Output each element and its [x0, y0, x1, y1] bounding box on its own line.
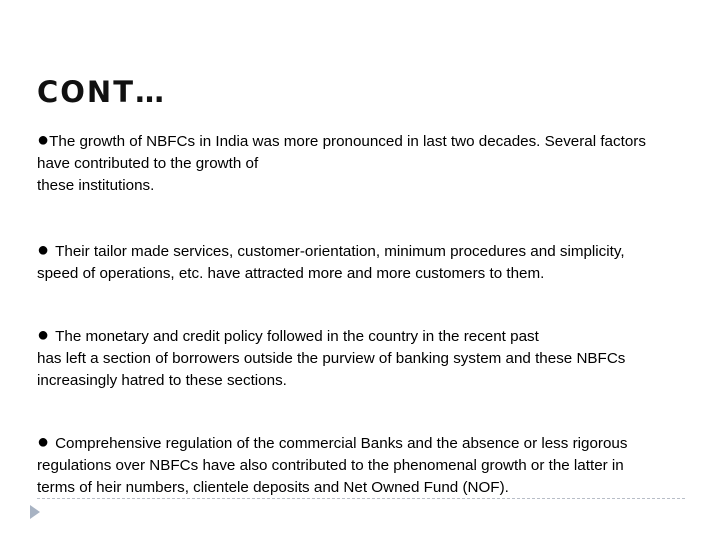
paragraph-line — [37, 326, 625, 348]
bullet-icon: ● — [37, 431, 50, 453]
paragraph-line — [37, 433, 627, 455]
paragraph-text: The monetary and credit policy followed in the country in the recent past — [55, 328, 539, 345]
paragraph-growth — [37, 131, 646, 197]
paragraph-line: has left a section of borrowers outside the purview of banking system and these NBFCs — [37, 350, 626, 367]
paragraph-line: terms of heir numbers, clientele deposits and Net Owned Fund (NOF). — [37, 479, 509, 496]
paragraph-text: Comprehensive regulation of the commercial Banks and the absence or less rigorous — [55, 435, 628, 452]
paragraph-line: speed of operations, etc. have attracted more and more customers to them. — [37, 265, 545, 282]
paragraph-line — [37, 241, 625, 263]
paragraph-text: Their tailor made services, customer-orientation, minimum procedures and simplicity, — [55, 243, 625, 260]
paragraph-line — [37, 131, 646, 153]
paragraph-line: have contributed to the growth of — [37, 155, 259, 172]
footer-divider — [37, 498, 685, 499]
paragraph-text: The growth of NBFCs in India was more pronounced in last two decades. Several factors — [49, 133, 646, 150]
paragraph-regulation — [37, 433, 627, 499]
paragraph-monetary-policy — [37, 326, 625, 392]
bullet-icon: ● — [37, 324, 50, 346]
triangle-right-icon[interactable] — [30, 505, 40, 519]
paragraph-line: regulations over NBFCs have also contributed to the phenomenal growth or the latter in — [37, 457, 624, 474]
paragraph-line: increasingly hatred to these sections. — [37, 372, 287, 389]
slide-title: CONT… — [37, 75, 166, 109]
bullet-icon: ● — [37, 239, 50, 261]
bullet-icon: ● — [37, 129, 50, 151]
paragraph-line: these institutions. — [37, 177, 155, 194]
paragraph-services — [37, 241, 625, 285]
